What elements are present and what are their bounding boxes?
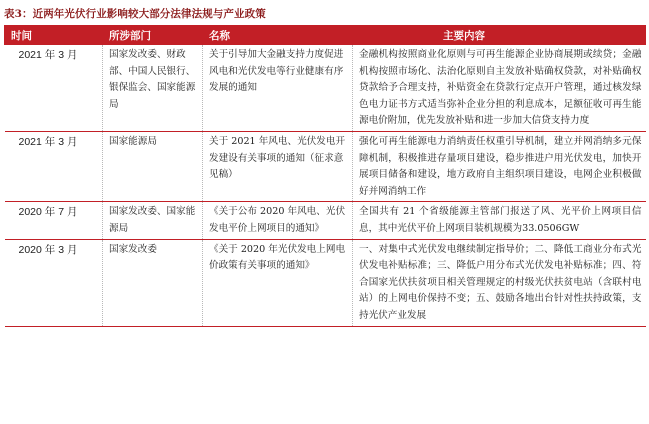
header-time: 时间 [5,26,103,45]
header-row [5,26,646,45]
cell-time: 2020 年 3 月 [5,239,103,326]
table-caption: 表3：近两年光伏行业影响较大部分法律法规与产业政策 [4,8,266,20]
cell-time: 2021 年 3 月 [5,131,103,201]
cell-dept: 国家发改委、财政部、中国人民银行、银保监会、国家能源局 [103,45,203,132]
cell-content: 强化可再生能源电力消纳责任权重引导机制，建立并网消纳多元保障机制，积极推进存量项目建设，稳步推进户用光伏发电，加快开展项目储备和建设，地方政府自主组织项目建设，电网企业积极做好并网消纳工作 [353,131,646,201]
table-row [5,202,646,239]
policy-table [4,25,646,327]
cell-content: 金融机构按照商业化原则与可再生能源企业协商展期或续贷；金融机构按照市场化、法治化原则自主发放补贴确权贷款，对补贴确权贷款给予合理支持，补贴资金在贷款行定点开户管理，通过核发绿色电力证书方式适当弥补企业分担的利息成本，足额征收可再生能源电价附加，优先发放补贴和进一步加大信贷支持力度 [353,45,646,132]
table-body [5,45,646,327]
cell-time: 2020 年 7 月 [5,202,103,239]
header-dept: 所涉部门 [103,26,203,45]
cell-time: 2021 年 3 月 [5,45,103,132]
cell-dept: 国家发改委 [103,239,203,326]
table-row [5,45,646,132]
cell-name: 关于引导加大金融支持力度促进风电和光伏发电等行业健康有序发展的通知 [203,45,353,132]
cell-content: 全国共有 21 个省级能源主管部门报送了风、光平价上网项目信息，其中光伏平价上网项目装机规模为33.0506GW [353,202,646,239]
cell-name: 《关于 2020 年光伏发电上网电价政策有关事项的通知》 [203,239,353,326]
cell-dept: 国家能源局 [103,131,203,201]
header-name: 名称 [203,26,353,45]
table-row [5,239,646,326]
cell-dept: 国家发改委、国家能源局 [103,202,203,239]
cell-name: 关于 2021 年风电、光伏发电开发建设有关事项的通知（征求意见稿） [203,131,353,201]
policy-table-container [4,25,645,327]
table-row [5,131,646,201]
header-content: 主要内容 [353,26,646,45]
cell-content: 一、对集中式光伏发电继续制定指导价；二、降低工商业分布式光伏发电补贴标准；三、降低户用分布式光伏发电补贴标准；四、符合国家光伏扶贫项目相关管理规定的村级光伏扶贫电站（含联村电站）的上网电价保持不变；五、鼓励各地出台针对性扶持政策，支持光伏产业发展 [353,239,646,326]
cell-name: 《关于公布 2020 年风电、光伏发电平价上网项目的通知》 [203,202,353,239]
table-header [5,26,646,45]
